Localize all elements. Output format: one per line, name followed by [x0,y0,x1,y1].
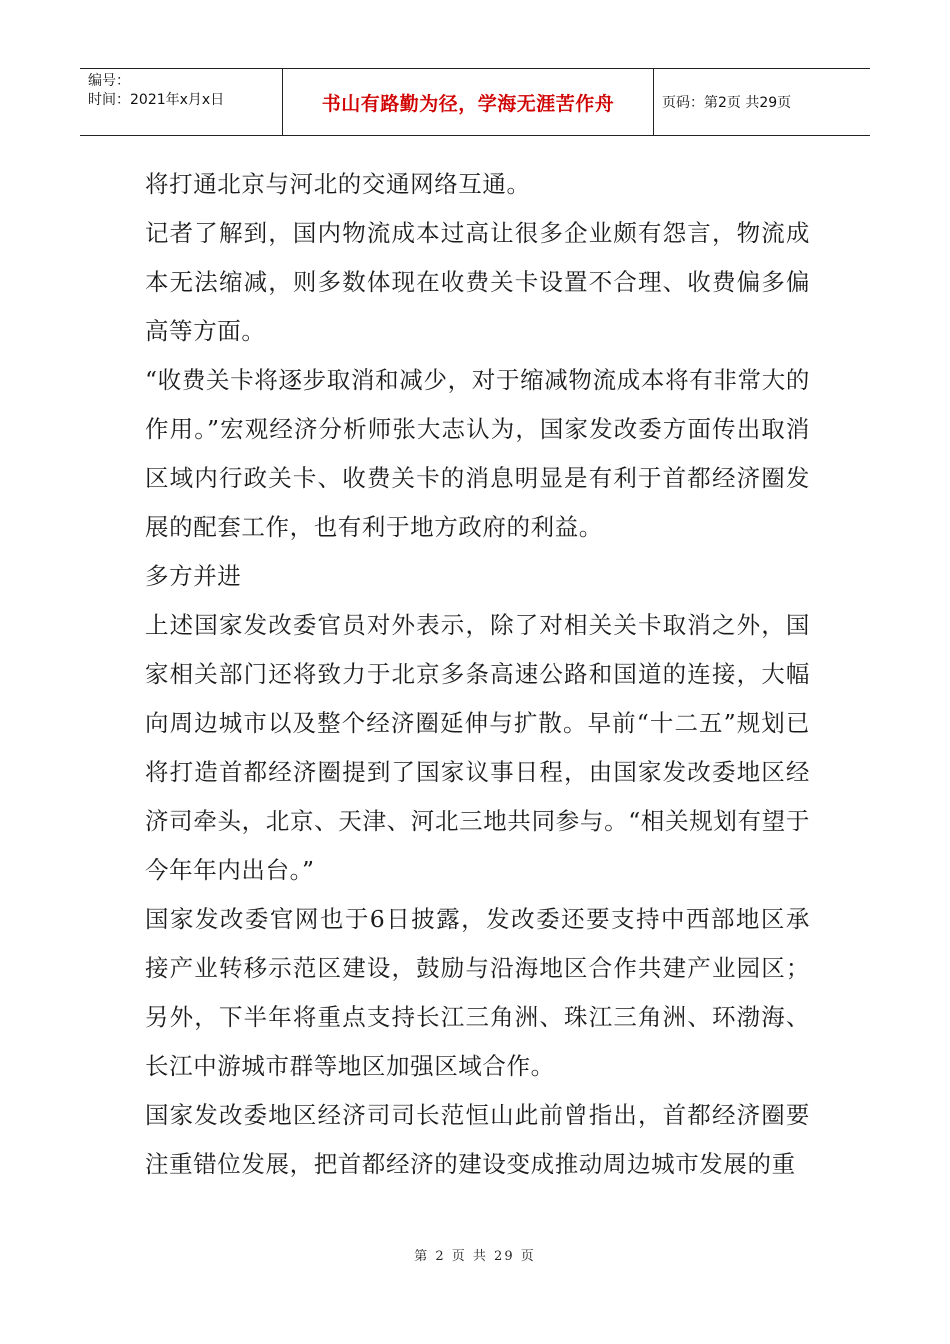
paragraph: 将打通北京与河北的交通网络互通。 [145,170,531,198]
number-label: 编号： [88,73,130,89]
section-heading: 多方并进 [145,562,242,590]
paragraph: 国家发改委地区经济司司长范恒山此前曾指出，首都经济圈要注重错位发展，把首都经济的建设变成推动周边城市发展的重 [145,1101,810,1178]
document-body [145,160,810,1189]
header-meta [80,69,282,135]
header-page-info [654,69,870,135]
paragraph: 国家发改委官网也于6日披露，发改委还要支持中西部地区承接产业转移示范区建设，鼓励与沿海地区合作共建产业园区；另外，下半年将重点支持长江三角洲、珠江三角洲、环渤海、长江中游城市群等地区加强区域合作。 [145,905,810,1080]
header-motto [282,69,654,135]
page-info-text: 页码：第2页 共29页 [662,95,792,111]
page-footer [0,1245,950,1264]
paragraph: 记者了解到，国内物流成本过高让很多企业颇有怨言，物流成本无法缩减，则多数体现在收费关卡设置不合理、收费偏多偏高等方面。 [145,219,810,345]
paragraph: 上述国家发改委官员对外表示，除了对相关关卡取消之外，国家相关部门还将致力于北京多条高速公路和国道的连接，大幅向周边城市以及整个经济圈延伸与扩散。早前“十二五”规划已将打造首都经济圈提到了国家议事日程，由国家发改委地区经济司牵头，北京、天津、河北三地共同参与。“相关规划有望于今年年内出台。” [145,611,810,884]
footer-page-number: 第 2 页 共 29 页 [414,1249,536,1264]
paragraph: “收费关卡将逐步取消和减少，对于缩减物流成本将有非常大的作用。”宏观经济分析师张大志认为，国家发改委方面传出取消区域内行政关卡、收费关卡的消息明显是有利于首都经济圈发展的配套工作，也有利于地方政府的利益。 [145,366,810,541]
document-header [80,68,870,136]
date-label: 时间：2021年x月x日 [88,92,225,108]
motto-text: 书山有路勤为径，学海无涯苦作舟 [321,92,615,115]
